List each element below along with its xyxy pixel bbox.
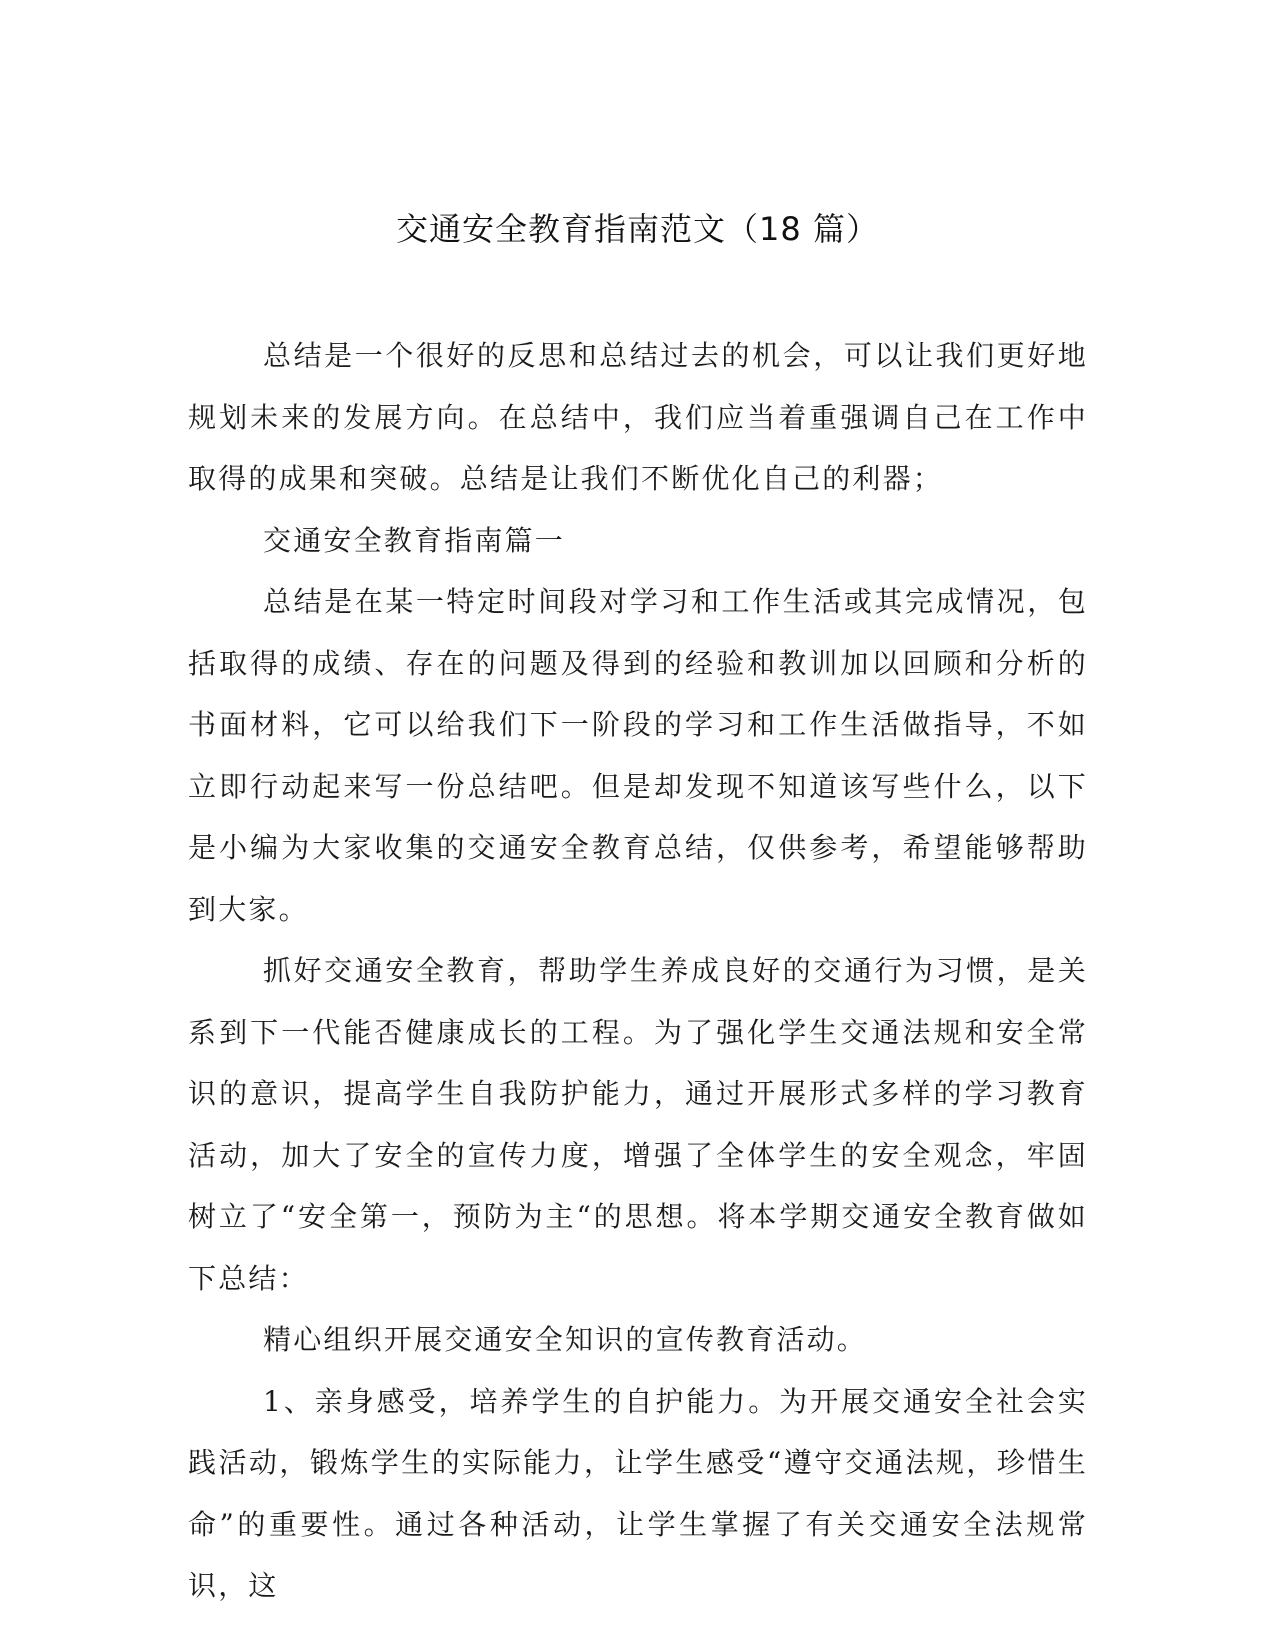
section-heading-part-one: 交通安全教育指南篇一 [263,523,566,557]
document-title: 交通安全教育指南范文（18 篇） [396,210,879,248]
paragraph-activity-heading: 精心组织开展交通安全知识的宣传教育活动。 [263,1323,868,1356]
paragraph-traffic-education: 抓好交通安全教育，帮助学生养成良好的交通行为习惯，是关系到下一代能否健康成长的工程。为了强化学生交通法规和安全常识的意识，提高学生自我防护能力，通过开展形式多样的学习教育活动，加大了安全的宣传力度，增强了全体学生的安全观念，牢固树立了“安全第一，预防为主“的思想。将本学期交通安全教育做如下总结： [188,954,1088,1295]
paragraph-intro: 总结是一个很好的反思和总结过去的机会，可以让我们更好地规划未来的发展方向。在总结中，我们应当着重强调自己在工作中取得的成果和突破。总结是让我们不断优化自己的利器； [188,339,1088,495]
paragraph-summary-definition: 总结是在某一特定时间段对学习和工作生活或其完成情况，包括取得的成绩、存在的问题及得到的经验和教训加以回顾和分析的书面材料，它可以给我们下一阶段的学习和工作生活做指导，不如立即行动起来写一份总结吧。但是却发现不知道该写些什么，以下是小编为大家收集的交通安全教育总结，仅供参考，希望能够帮助到大家。 [188,585,1088,926]
paragraph-item-one: 1、亲身感受，培养学生的自护能力。为开展交通安全社会实践活动，锻炼学生的实际能力，让学生感受“遵守交通法规，珍惜生命”的重要性。通过各种活动，让学生掌握了有关交通安全法规常识，这 [188,1384,1088,1602]
document-body [188,325,1088,1617]
